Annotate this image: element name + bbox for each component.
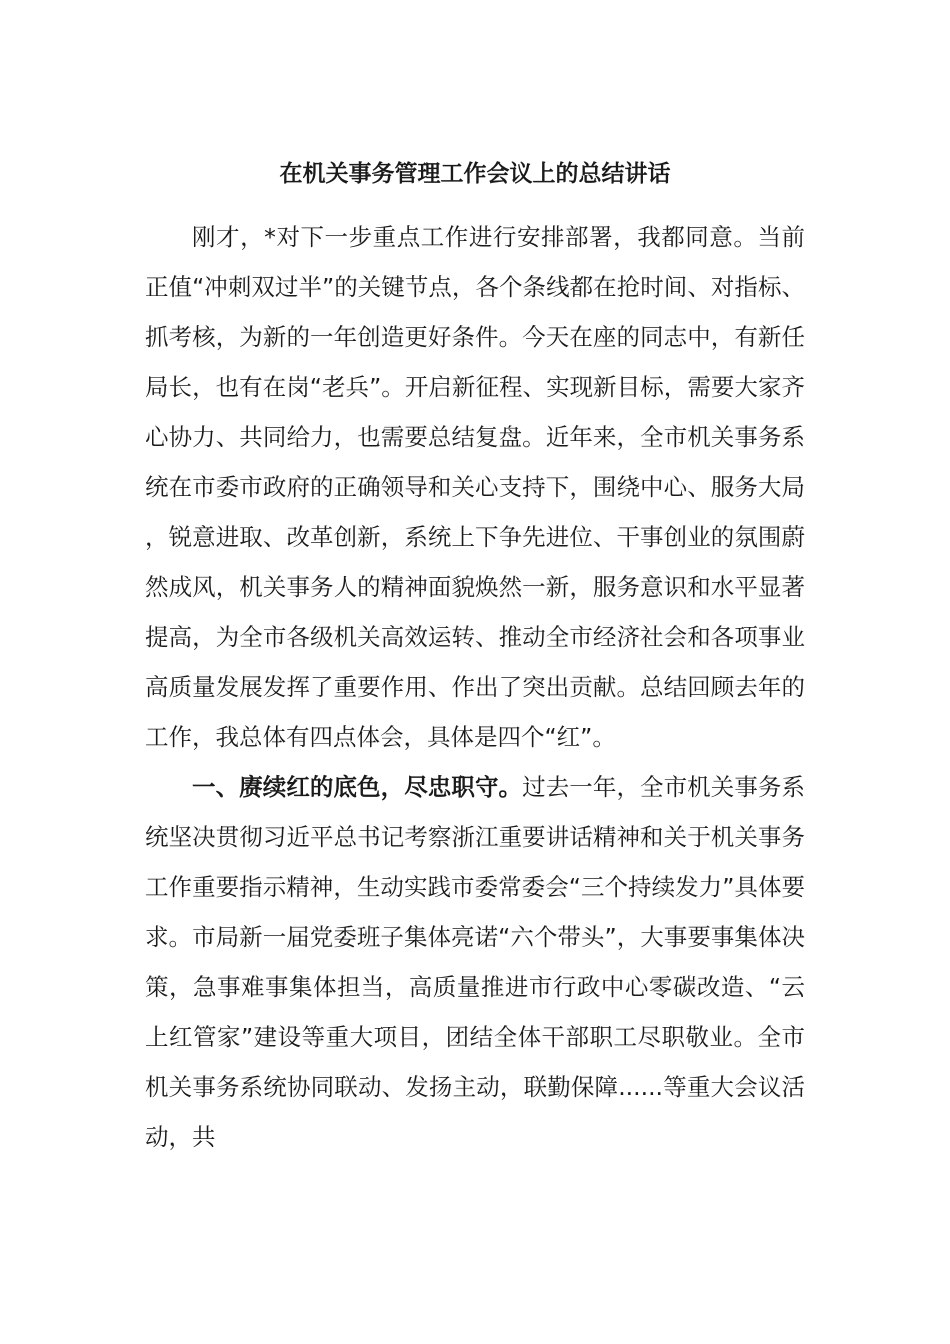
paragraph-section-one [145, 762, 805, 1162]
paragraph-intro [145, 212, 805, 762]
paragraph-text: 刚才，*对下一步重点工作进行安排部署，我都同意。当前正值“冲刺双过半”的关键节点，各个条线都在抢时间、对指标、抓考核，为新的一年创造更好条件。今天在座的同志中，有新任局长，也有在岗“老兵”。开启新征程、实现新目标，需要大家齐心协力、共同给力，也需要总结复盘。近年来，全市机关事务系统在市委市政府的正确领导和关心支持下，围绕中心、服务大局，锐意进取、改革创新，系统上下争先进位、干事创业的氛围蔚然成风，机关事务人的精神面貌焕然一新，服务意识和水平显著提高，为全市各级机关高效运转、推动全市经济社会和各项事业高质量发展发挥了重要作用、作出了突出贡献。总结回顾去年的工作，我总体有四点体会，具体是四个“红”。 [145, 223, 805, 751]
document-body [145, 212, 805, 1162]
section-heading: 一、赓续红的底色，尽忠职守。 [192, 773, 523, 801]
paragraph-text: 过去一年，全市机关事务系统坚决贯彻习近平总书记考察浙江重要讲话精神和关于机关事务工作重要指示精神，生动实践市委常委会“三个持续发力”具体要求。市局新一届党委班子集体亮诺“六个带头”，大事要事集体决策，急事难事集体担当，高质量推进市行政中心零碳改造、“云上红管家”建设等重大项目，团结全体干部职工尽职敬业。全市机关事务系统协同联动、发扬主动，联勤保障......等重大会议活动，共 [145, 773, 806, 1151]
document-title: 在机关事务管理工作会议上的总结讲话 [279, 161, 671, 187]
